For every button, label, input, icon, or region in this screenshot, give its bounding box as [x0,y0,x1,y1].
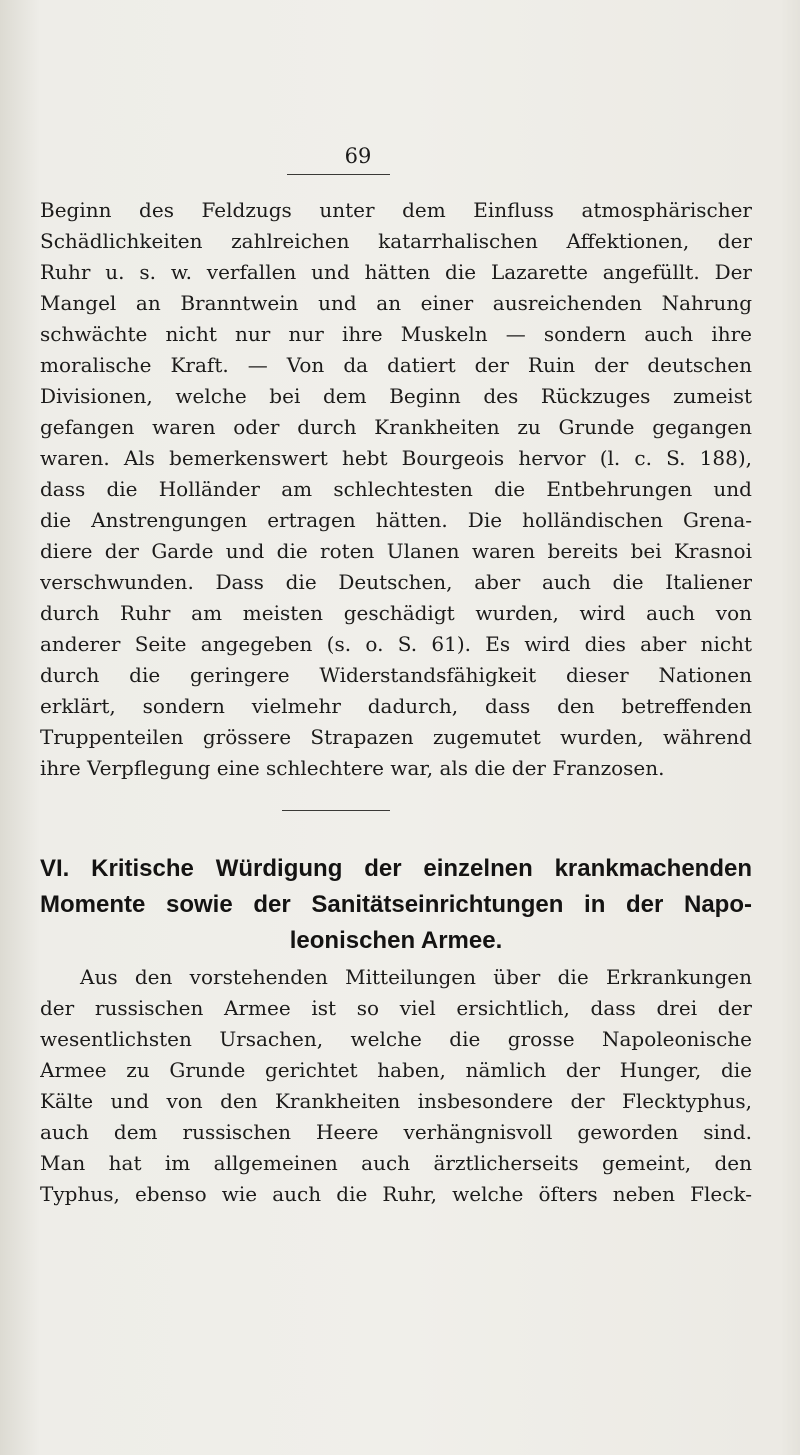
text-line: durch die geringere Widerstandsfähigkeit dieser Nationen [40,663,752,687]
text-line: dass die Holländer am schlechtesten die Entbehrungen und [40,477,752,501]
text-line: Ruhr u. s. w. verfallen und hätten die Lazarette angefüllt. Der [40,260,752,284]
page-number: 69 [344,144,372,168]
text-line: erklärt, sondern vielmehr dadurch, dass den betreffenden [40,694,752,718]
section-divider [282,810,390,811]
text-line: Man hat im allgemeinen auch ärztlicherseits gemeint, den [40,1151,752,1175]
text-line: wesentlichsten Ursachen, welche die grosse Napoleonische [40,1027,752,1051]
text-line: die Anstrengungen ertragen hätten. Die holländischen Grena- [40,508,752,532]
text-line: Mangel an Branntwein und an einer ausreichenden Nahrung [40,291,752,315]
text-line: Beginn des Feldzugs unter dem Einfluss atmosphärischer [40,198,752,222]
text-line: diere der Garde und die roten Ulanen waren bereits bei Krasnoi [40,539,752,563]
heading-line: Momente sowie der Sanitätseinrichtungen in der Napo- [40,891,752,918]
text-line: moralische Kraft. — Von da datiert der Ruin der deutschen [40,353,752,377]
text-line: Divisionen, welche bei dem Beginn des Rückzuges zumeist [40,384,752,408]
text-line: schwächte nicht nur nur ihre Muskeln — sondern auch ihre [40,322,752,346]
text-line: Kälte und von den Krankheiten insbesondere der Flecktyphus, [40,1089,752,1113]
heading-line: VI. Kritische Würdigung der einzelnen krankmachenden [40,855,752,882]
page-number-rule [287,174,390,175]
text-line: durch Ruhr am meisten geschädigt wurden, wird auch von [40,601,752,625]
heading-line: leonischen Armee. [289,927,503,954]
text-line: verschwunden. Dass die Deutschen, aber auch die Italiener [40,570,752,594]
text-line: anderer Seite angegeben (s. o. S. 61). Es wird dies aber nicht [40,632,752,656]
section-heading [40,851,752,959]
text-line: auch dem russischen Heere verhängnisvoll geworden sind. [40,1120,752,1144]
text-line: der russischen Armee ist so viel ersichtlich, dass drei der [40,996,752,1020]
text-line: Aus den vorstehenden Mitteilungen über die Erkrankungen [80,965,752,989]
text-line: Schädlichkeiten zahlreichen katarrhalischen Affektionen, der [40,229,752,253]
paragraph-1 [40,195,752,784]
text-line: Truppenteilen grössere Strapazen zugemutet wurden, während [40,725,752,749]
text-line: ihre Verpflegung eine schlechtere war, als die der Franzosen. [40,756,665,780]
paragraph-2 [40,962,752,1210]
text-line: Armee zu Grunde gerichtet haben, nämlich der Hunger, die [40,1058,752,1082]
text-line: Typhus, ebenso wie auch die Ruhr, welche öfters neben Fleck- [40,1182,752,1206]
text-line: waren. Als bemerkenswert hebt Bourgeois hervor (l. c. S. 188), [40,446,752,470]
text-line: gefangen waren oder durch Krankheiten zu Grunde gegangen [40,415,752,439]
